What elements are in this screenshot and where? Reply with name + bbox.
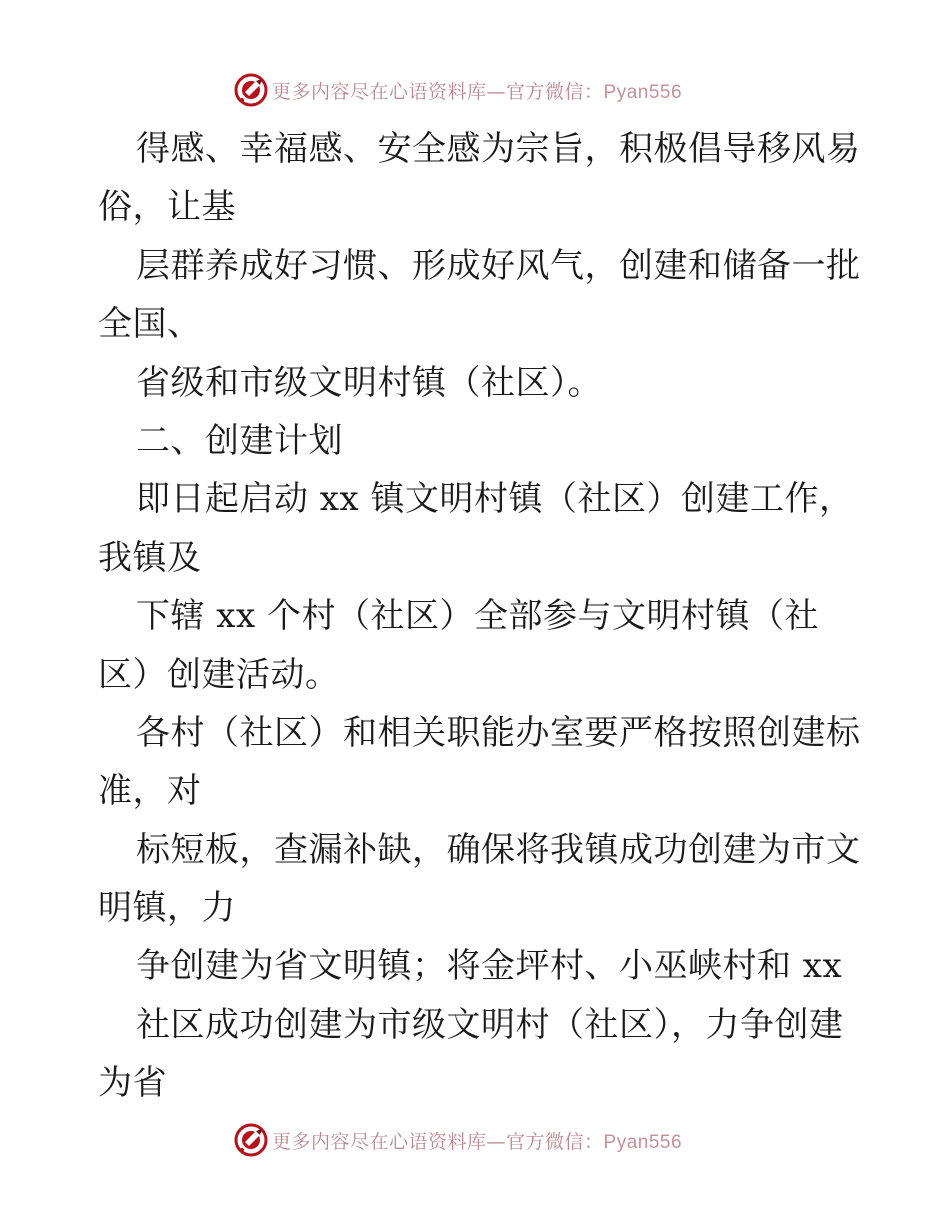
text-line: 准，对 (98, 771, 202, 812)
text-line: 社区成功创建为市级文明村（社区），力争创建 (136, 1004, 844, 1045)
logo-icon (234, 1123, 268, 1157)
header-banner-text: 更多内容尽在心语资料库—官方微信：Pyan556 (272, 80, 683, 103)
text-line: 区）创建活动。 (98, 654, 340, 695)
text-line: 全国、 (98, 304, 202, 345)
section-heading: 二、创建计划 (136, 420, 343, 461)
document-body (98, 120, 861, 1113)
text-line: 我镇及 (98, 537, 202, 578)
header-wechat-handle: Pyan556 (603, 81, 683, 103)
text-line: 层群养成好习惯、形成好风气，创建和储备一批 (136, 245, 861, 286)
text-line: 为省 (98, 1063, 167, 1104)
text-line: 争创建为省文明镇；将金坪村、小巫峡村和 xx (136, 946, 843, 987)
header-banner (234, 72, 714, 108)
text-line: 即日起启动 xx 镇文明村镇（社区）创建工作， (136, 479, 854, 520)
text-line: 俗，让基 (98, 187, 236, 228)
text-line: 省级和市级文明村镇（社区）。 (136, 362, 602, 403)
footer-banner-text: 更多内容尽在心语资料库—官方微信：Pyan556 (272, 1130, 683, 1153)
logo-icon (234, 73, 268, 107)
text-line: 明镇，力 (98, 888, 236, 929)
text-line: 各村（社区）和相关职能办室要严格按照创建标 (136, 712, 861, 753)
footer-banner (234, 1122, 714, 1158)
text-line: 标短板，查漏补缺，确保将我镇成功创建为市文 (136, 829, 861, 870)
text-line: 得感、幸福感、安全感为宗旨，积极倡导移风易 (136, 129, 861, 169)
text-line: 下辖 xx 个村（社区）全部参与文明村镇（社 (136, 596, 819, 637)
footer-wechat-handle: Pyan556 (603, 1131, 683, 1153)
